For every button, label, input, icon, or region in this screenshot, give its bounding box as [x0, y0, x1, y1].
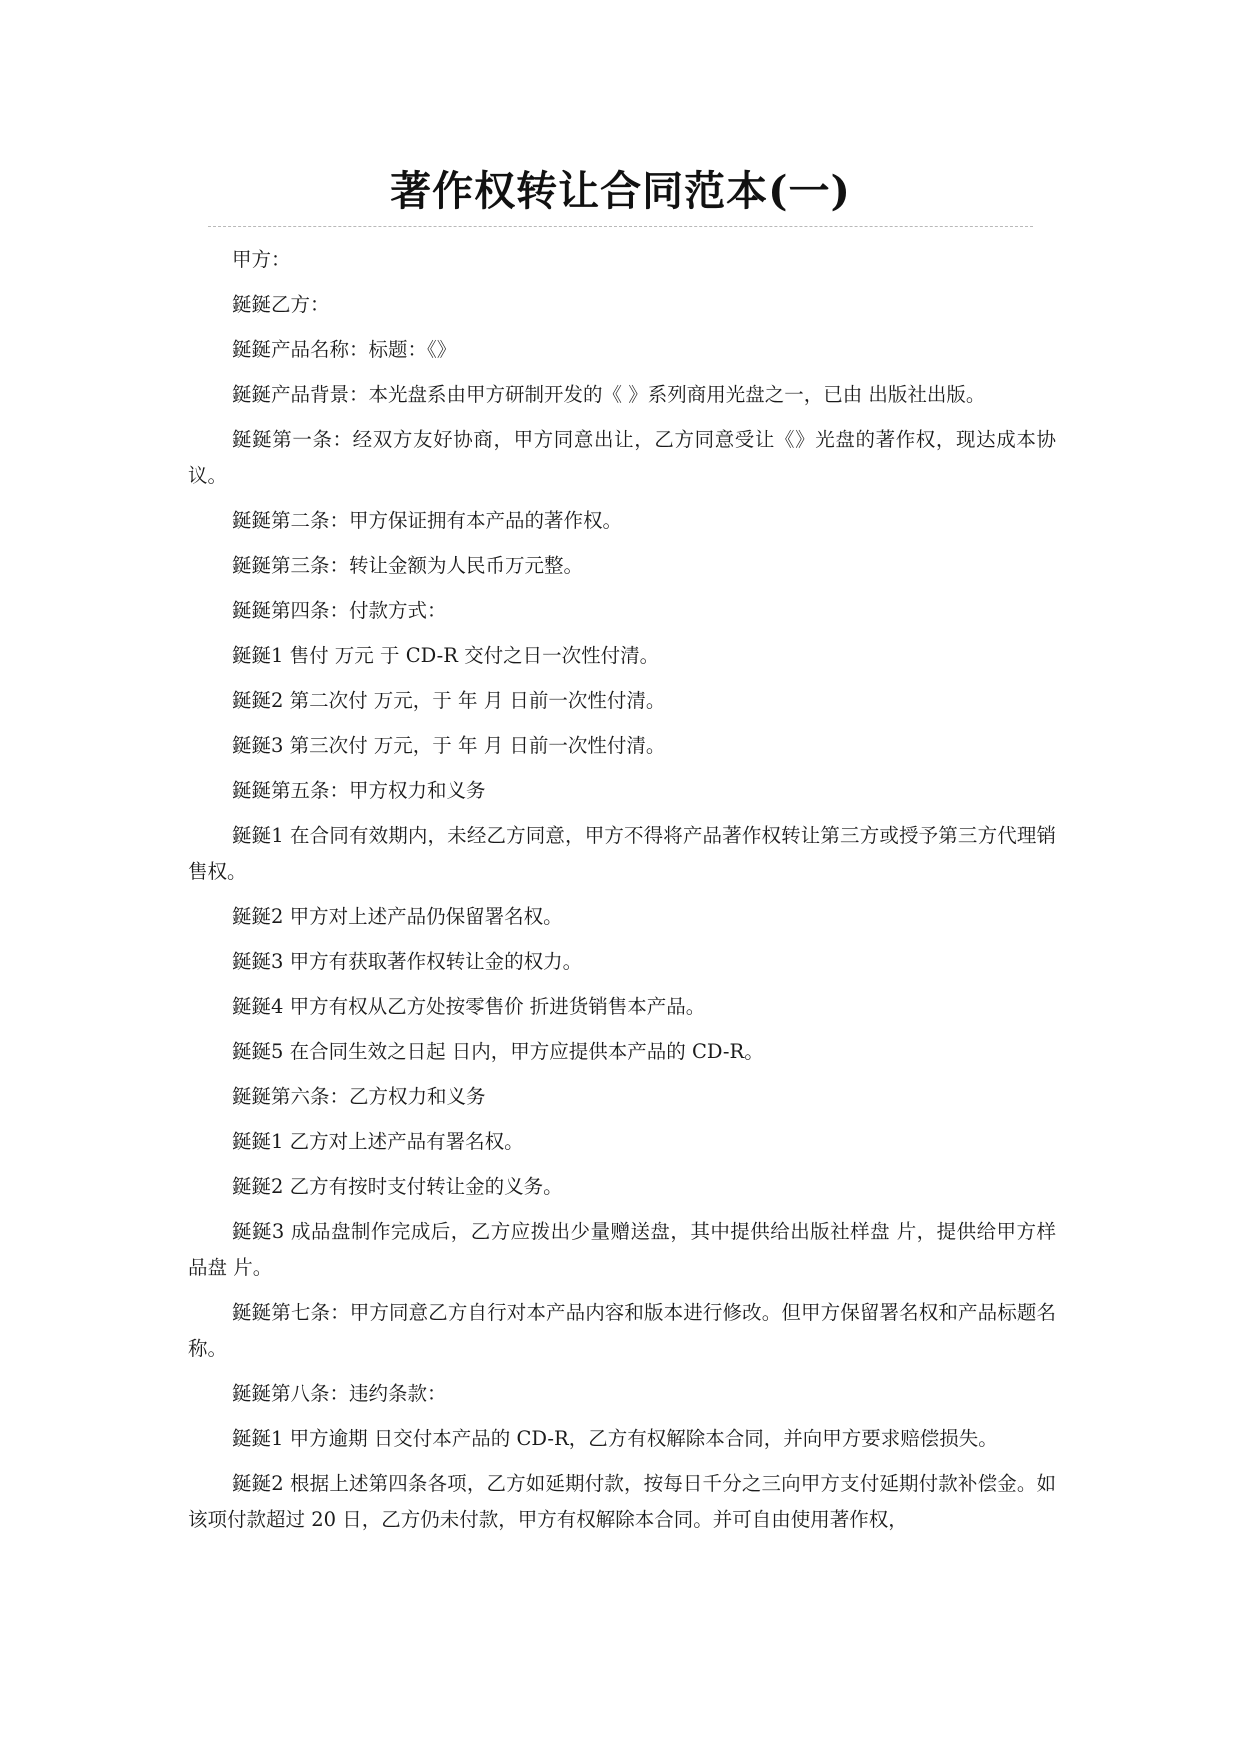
article-5-heading: 鋋鋋第五条：甲方权力和义务: [232, 779, 486, 802]
article-8-item: 鋋鋋2 根据上述第四条各项，乙方如延期付款，按每日千分之三向甲方支付延期付款补偿金。如该项付款超过 20 日，乙方仍未付款，甲方有权解除本合同。并可自由使用著作权，: [188, 1472, 1056, 1531]
article-3-paragraph: 鋋鋋第三条：转让金额为人民币万元整。: [232, 554, 584, 577]
article-6-heading: 鋋鋋第六条：乙方权力和义务: [232, 1085, 486, 1108]
article-8-item: 鋋鋋1 甲方逾期 日交付本产品的 CD-R，乙方有权解除本合同，并向甲方要求赔偿损失。: [232, 1427, 998, 1450]
article-5-item: 鋋鋋5 在合同生效之日起 日内，甲方应提供本产品的 CD-R。: [232, 1040, 764, 1063]
article-5-item: 鋋鋋2 甲方对上述产品仍保留署名权。: [232, 905, 563, 928]
title-divider: [208, 226, 1033, 227]
article-2-paragraph: 鋋鋋第二条：甲方保证拥有本产品的著作权。: [232, 509, 623, 532]
party-b-line: 鋋鋋乙方：: [232, 293, 330, 316]
article-1-paragraph: 鋋鋋第一条：经双方友好协商，甲方同意出让，乙方同意受让《》光盘的著作权，现达成本协议。: [188, 428, 1056, 487]
article-5-item: 鋋鋋4 甲方有权从乙方处按零售价 折进货销售本产品。: [232, 995, 706, 1018]
party-a-line: 甲方：: [232, 248, 291, 271]
article-6-item: 鋋鋋1 乙方对上述产品有署名权。: [232, 1130, 524, 1153]
article-5-item: 鋋鋋3 甲方有获取著作权转让金的权力。: [232, 950, 583, 973]
article-4-item: 鋋鋋1 售付 万元 于 CD-R 交付之日一次性付清。: [232, 644, 660, 667]
article-4-heading: 鋋鋋第四条：付款方式：: [232, 599, 447, 622]
document-title: 著作权转让合同范本(一): [390, 167, 851, 215]
document-body: [188, 242, 1056, 1547]
article-5-item: 鋋鋋1 在合同有效期内，未经乙方同意，甲方不得将产品著作权转让第三方或授予第三方代理销售权。: [188, 824, 1056, 883]
article-4-item: 鋋鋋2 第二次付 万元，于 年 月 日前一次性付清。: [232, 689, 666, 712]
article-6-item: 鋋鋋2 乙方有按时支付转让金的义务。: [232, 1175, 563, 1198]
article-8-heading: 鋋鋋第八条：违约条款：: [232, 1382, 447, 1405]
article-7-paragraph: 鋋鋋第七条：甲方同意乙方自行对本产品内容和版本进行修改。但甲方保留署名权和产品标题名称。: [188, 1301, 1056, 1360]
article-6-item: 鋋鋋3 成品盘制作完成后，乙方应拨出少量赠送盘，其中提供给出版社样盘 片，提供给甲方样品盘 片。: [188, 1220, 1056, 1279]
product-name-line: 鋋鋋产品名称：标题：《》: [232, 338, 457, 361]
article-4-item: 鋋鋋3 第三次付 万元，于 年 月 日前一次性付清。: [232, 734, 666, 757]
product-background-paragraph: 鋋鋋产品背景：本光盘系由甲方研制开发的《 》系列商用光盘之一，已由 出版社出版。: [232, 383, 986, 406]
